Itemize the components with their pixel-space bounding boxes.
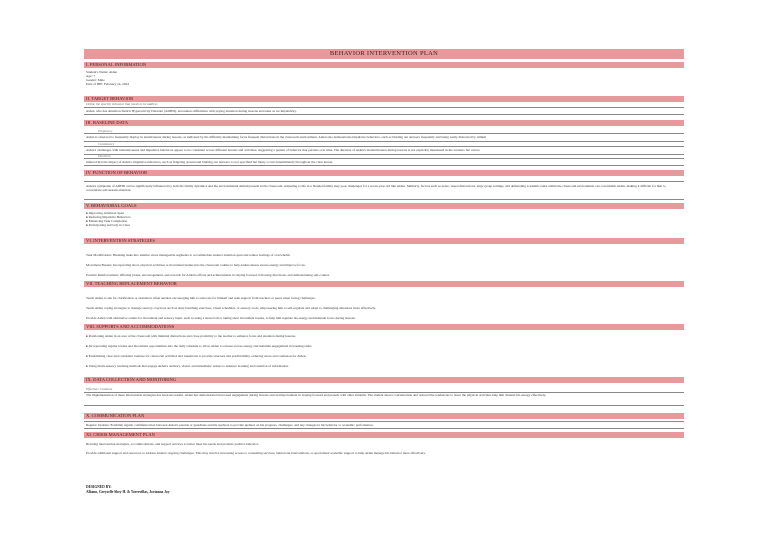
communication-text: Regular Updates: Establish regular communication between Aiden's parents or guardians and his teachers to provide updates on his progress, challenges, and any changes in his behavior or academic performance. <box>86 423 374 427</box>
section-baseline-heading: III. BASELINE DATA <box>84 120 684 126</box>
section-goals-heading: V. BEHAVIORAL GOALS <box>84 203 684 209</box>
section-supports-heading: VIII. SUPPORTS AND ACCOMMODATIONS <box>84 324 684 330</box>
target-text: Aiden, who has Attention Deficit Hyperactivity Disorder (ADHD), encounters difficulties with paying attention during lessons and tasks as we impulsivity. <box>86 109 297 113</box>
goal-item: ■ Improving Attention Span <box>86 211 682 216</box>
teaching-item: Provide Aiden with alternative outlets for movement and sensory input, such as using a stress ball or taking short movement breaks, to help him regulate his energy and maintain focus during lessons. <box>86 316 356 320</box>
baseline-frequency-label: Frequency <box>98 129 113 133</box>
strategy-item: Movement Breaks: Incorporating short, physical activities or movement breaks into the classroom routine to help Aiden release excess energy and improve focus. <box>86 263 306 267</box>
support-item: ■ Using multi-sensory teaching methods that engage Aiden's auditory, visual, and kinesthetic senses to enhance learning and retention of information. <box>86 364 682 369</box>
baseline-consistency-label: Consistency <box>98 142 115 146</box>
baseline-frequency-text: Aiden is observed to frequently display in attentiveness during lessons, as indicated by his difficulty maintaining focus frequent distractions in the classroom environment. Aiden also demonstrates impulsive behaviors, such as blurting out answers frequently and being easily distracted by stimuli <box>86 135 487 139</box>
section-crisis-heading: XI. CRISIS MANAGEMENT PLAN <box>84 432 684 438</box>
baseline-consistency-text: Aiden's challenges with inattentiveness and impulsive behaviors appear to be consistent across different lessons and activities, suggesting a pattern of behavior that persists over time. The duration of Aiden's inattentiveness during lessons is not explicitly mentioned in the scenario but can be <box>86 148 480 152</box>
designer-names: Albano, Greyselle Shey H. & Torrevillas, Jovianna Joy <box>86 490 170 494</box>
section-data-collection-heading: IX. DATA COLLECTION AND MONITORING <box>84 377 684 383</box>
personal-date: Date of BIP: February 14, 2024 <box>86 82 129 86</box>
strategy-item: Positive Reinforcement: Offering praise, encouragement, and rewards for Aiden's efforts and achievements in staying focused, following directions, and demonstrating self-control. <box>86 273 330 277</box>
section-communication-heading: X. COMMUNICATION PLAN <box>84 413 684 419</box>
personal-gender: Gender: Male <box>86 78 105 82</box>
personal-age: Age: 7 <box>86 74 96 78</box>
section-target-heading: II. TARGET BEHAVIOR <box>84 96 684 102</box>
baseline-duration-text: inferred that the impact of Aiden's impulsive behaviors, such as fidgeting around and blurting out answers, is not specified but likely occurs intermittently throughout the class lesson. <box>86 160 334 164</box>
goal-item: ■ Reducing Impulsive Behaviors <box>86 215 682 220</box>
plan-title: BEHAVIOR INTERVENTION PLAN <box>84 49 684 59</box>
support-item: ■ Establishing clear and consistent routines for classroom activities and transitions to provide structure and predictability, reducing stress and confusion for Aiden. <box>86 354 682 359</box>
teaching-item: Teach Aiden coping strategies to manage sensory overload, such as deep breathing exercises, visual schedules, or sensory tools, empowering him to self-regulate and adapt to challenging situations more effectively. <box>86 306 376 310</box>
crisis-item: Provide additional support and resources to address Aiden's ongoing challenges. This may involve increasing access to counseling services, behavioral interventions, or specialized academic support to help Aiden manage his behavior more effectively. <box>86 451 426 455</box>
support-item: ■ Positioning Aiden in an area of the classroom with minimal distractions and close proximity to the teacher to enhance focus and attention during lessons. <box>86 334 682 339</box>
data-collection-label: Effective: Continue <box>86 387 113 391</box>
target-note: Define the specific behavior that needs to be address <box>86 102 158 106</box>
section-personal-heading: I. PERSONAL INFORMATION <box>84 62 684 68</box>
crisis-item: Revising intervention strategies, accommodations, and support services to better meet his needs and promote positive behavior. <box>86 442 259 446</box>
baseline-duration-label: Duration <box>98 154 111 158</box>
section-strategies-heading: VI. INTERVENTION STRATEGIES <box>84 238 684 244</box>
section-function-heading: IV. FUNCTION OF BEHAVIOR <box>84 170 684 176</box>
section-teaching-heading: VII. TEACHING REPLACEMENT BEHAVIOR <box>84 281 684 287</box>
designed-by-label: DESIGNED BY: <box>86 485 112 489</box>
strategy-item: Task Modification: Breaking tasks into smaller, more manageable segments to accommodate Aiden's attention span and reduce feelings of overwhelm. <box>86 253 291 257</box>
goal-item: ■ Participating Actively in Class <box>86 223 682 228</box>
teaching-item: Teach Aiden to ask for clarification or assistance when needed, encouraging him to advocate for himself and seek support from teachers or peers when facing challenges. <box>86 296 316 300</box>
data-collection-text: The implementation of these intervention strategies has been successful. Aiden has demonstrated increased engagement during lessons and an improvement in staying focused and present with other students. The student shows concentration and reduced the tendencies to leave the physical activities help him channel his energy effectively. <box>86 393 547 397</box>
function-text: Aiden's symptoms of ADHD can be significantly influenced by both his family dynamics and the environmental stimuli present in the classroom. Adjusting to life in a blended family may pose challenges for a seven-year-old like Aiden. Similarly, factors such as noise, visual distractions, large group settings, and demanding academic tasks within the classroom environment can overwhelm Aiden, making it difficult for him to concentrate and sustain attention. <box>86 184 666 193</box>
support-item: ■ Incorporating regular breaks and movement opportunities into the daily schedule to allow Aiden to release excess energy and maintain engagement in learning tasks. <box>86 344 682 349</box>
personal-name: Student's Name: Aiden <box>86 70 118 74</box>
goal-item: ■ Enhancing Task Completion <box>86 219 682 224</box>
